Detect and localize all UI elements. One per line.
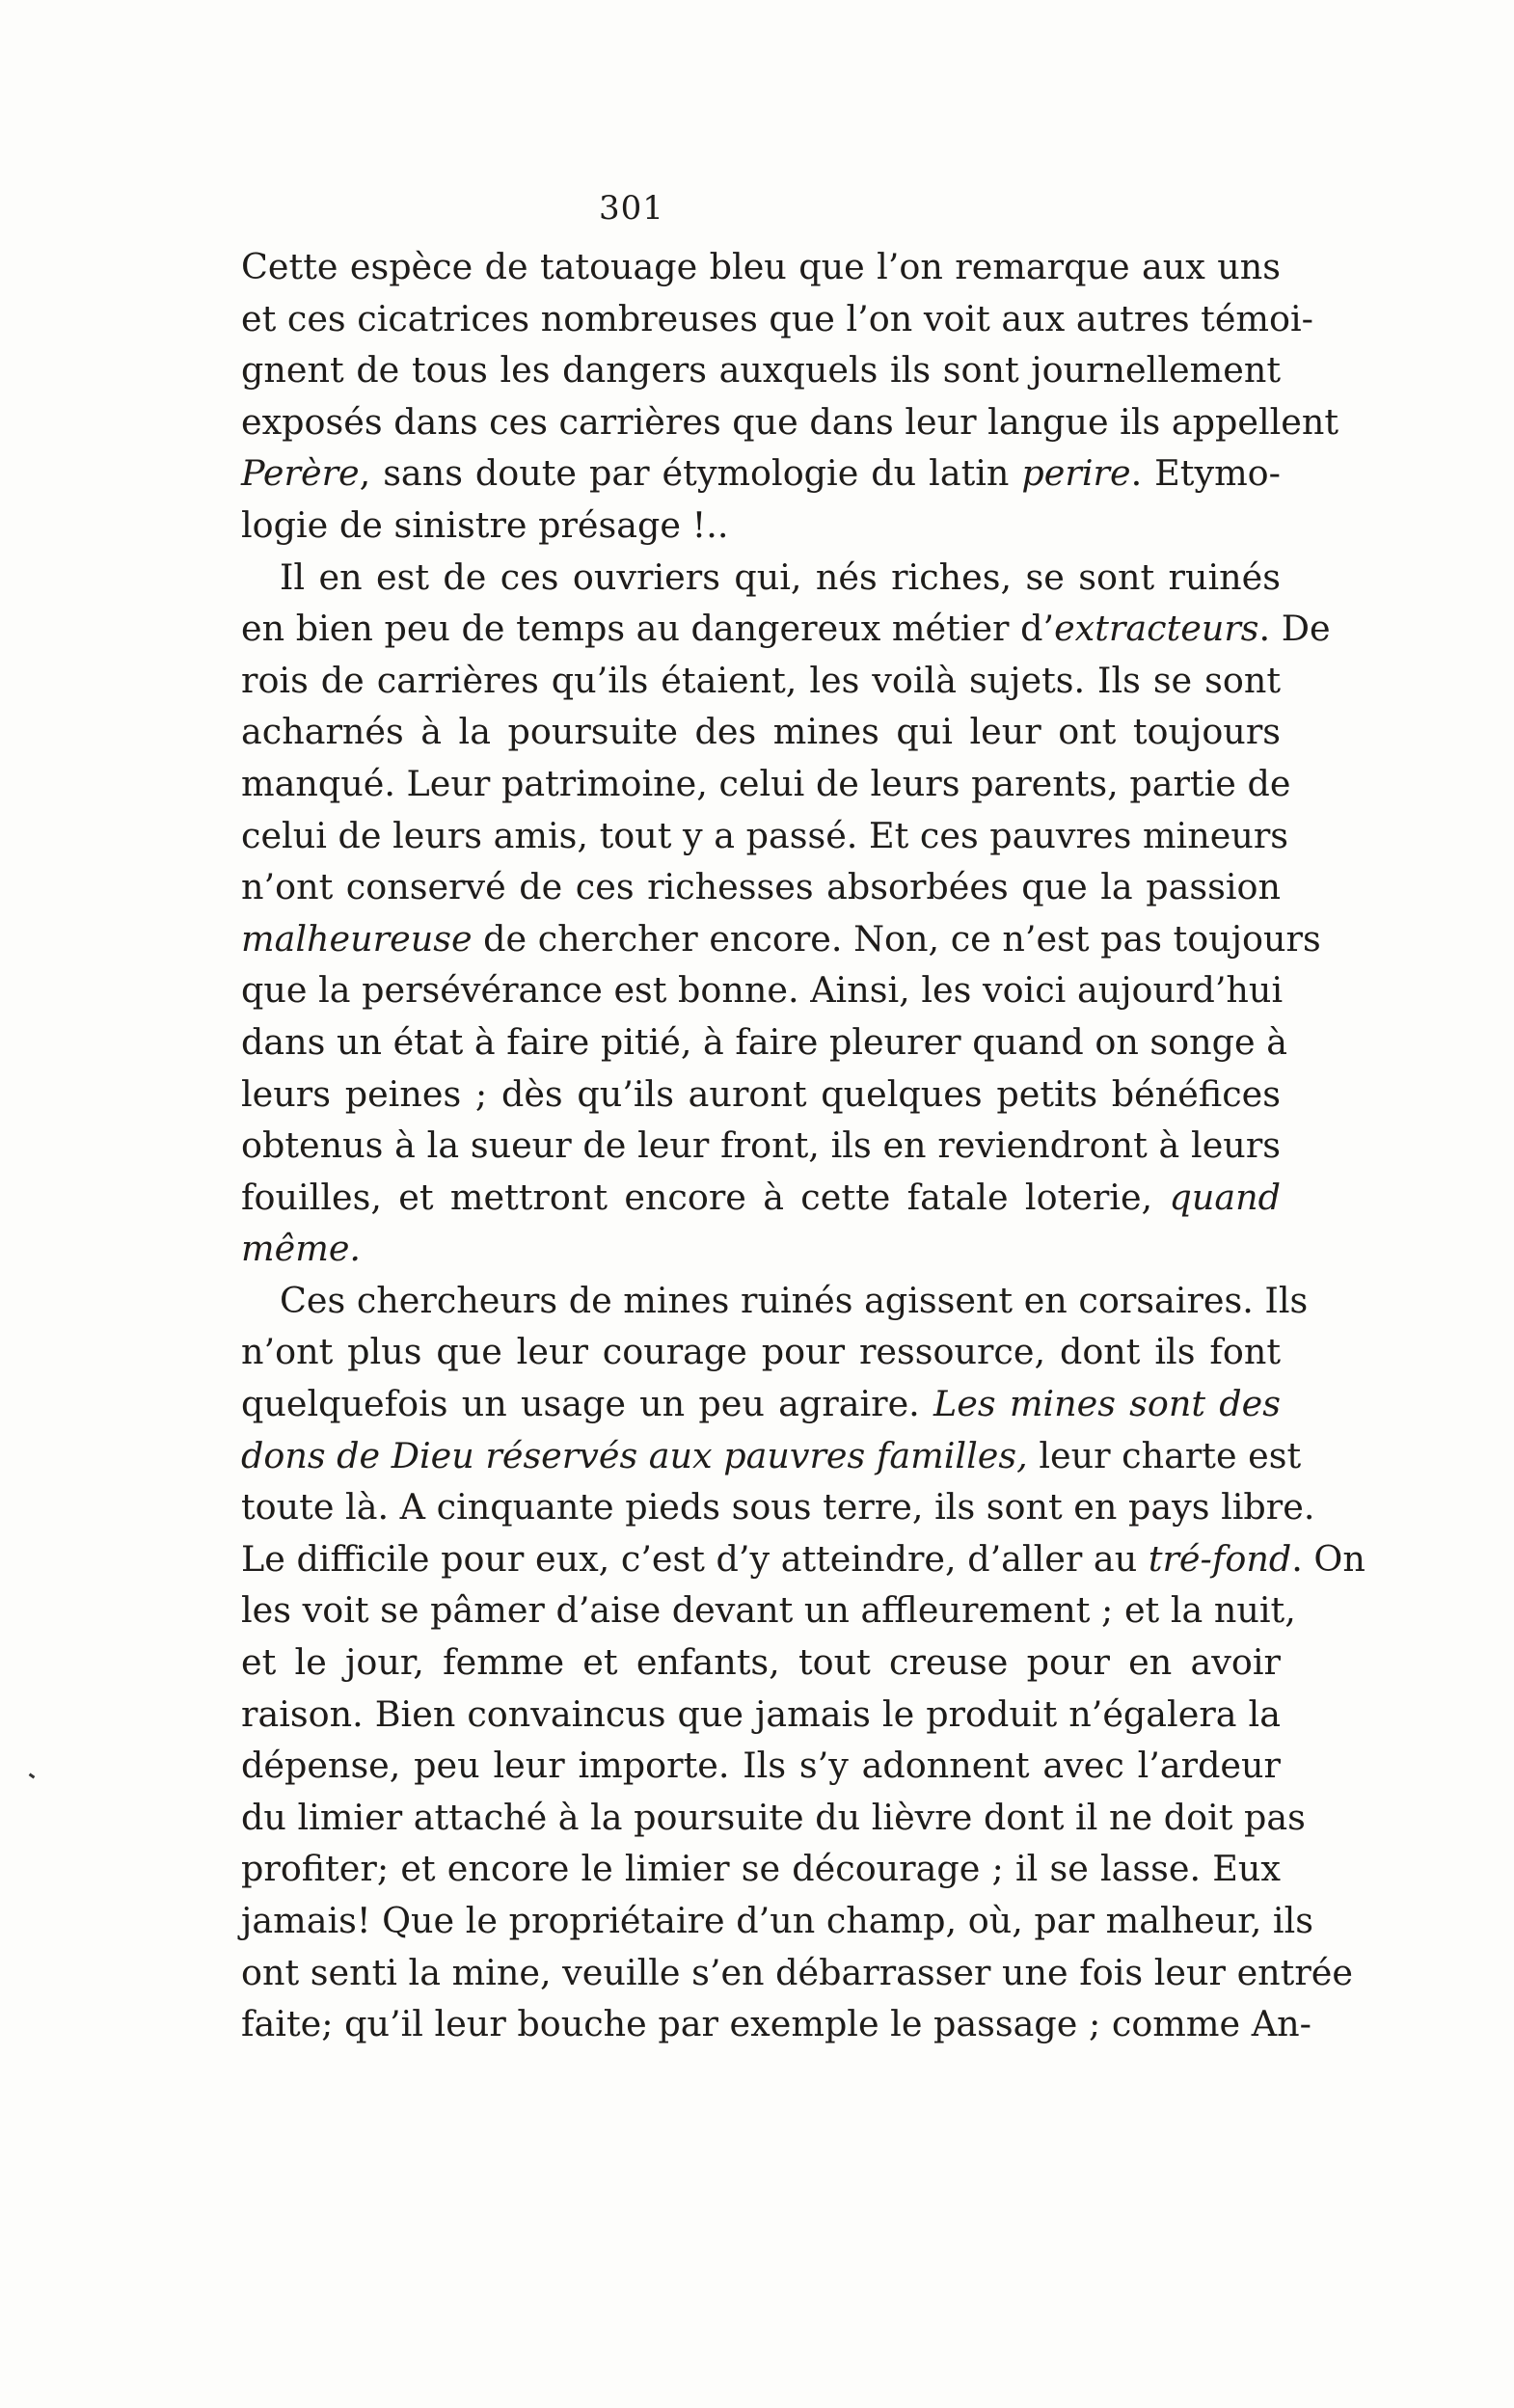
page-number: 301 (599, 189, 664, 228)
text-line (241, 1689, 1281, 1741)
text-run: exposés dans ces carrières que dans leur langue ils appellent (241, 400, 1339, 443)
text-line (241, 1947, 1353, 1999)
text-line (241, 1326, 1281, 1378)
ink-speck (29, 1773, 36, 1779)
text-run: toute là. A cinquante pieds sous terre, ils sont en pays libre. (241, 1486, 1315, 1529)
paragraph (241, 552, 1331, 1275)
text-run: dépense, peu leur importe. Ils s’y adonnent avec l’ardeur (241, 1745, 1281, 1787)
text-line (241, 964, 1284, 1016)
text-run: et ces cicatrices nombreuses que l’on voit aux autres témoi- (241, 297, 1314, 339)
text-line (241, 447, 1281, 500)
text-line (241, 861, 1281, 913)
text-line (241, 1533, 1365, 1585)
text-run: rois de carrières qu’ils étaient, les voilà sujets. Ils se sont (241, 659, 1281, 701)
text-run: en bien peu de temps au dangereux métier d’ (241, 608, 1055, 650)
text-line (241, 500, 1281, 552)
text-line (241, 396, 1339, 448)
text-line (241, 1895, 1313, 1947)
text-line (241, 1223, 1281, 1275)
italic-text: Les mines sont des (933, 1383, 1281, 1425)
text-run: n’ont plus que leur courage pour ressource, dont ils font (241, 1331, 1281, 1373)
text-line (241, 1430, 1302, 1482)
text-run: et le jour, femme et enfants, tout creuse pour en avoir (241, 1641, 1281, 1684)
text-run: de chercher encore. Non, ce n’est pas toujours (472, 917, 1321, 960)
text-line (241, 706, 1281, 758)
text-line (241, 1069, 1281, 1121)
text-line (241, 1378, 1281, 1430)
italic-text: extracteurs (1054, 608, 1259, 650)
text-line (241, 1481, 1315, 1533)
text-run: jamais! Que le propriétaire d’un champ, où, par malheur, ils (241, 1900, 1313, 1941)
text-run: manqué. Leur patrimoine, celui de leurs parents, partie de (241, 762, 1291, 804)
text-line (241, 913, 1321, 965)
paragraph (241, 241, 1339, 552)
italic-text: dons de Dieu réservés aux pauvres familles, (241, 1434, 1028, 1476)
italic-text: Perère (241, 452, 360, 495)
italic-text: malheureuse (241, 917, 473, 960)
text-run: . De (1258, 608, 1331, 650)
text-run: , sans doute par étymologie du latin (359, 452, 1022, 495)
text-line (241, 552, 1281, 604)
text-run: gnent de tous les dangers auxquels ils sont journellement (241, 349, 1281, 392)
text-line (241, 1637, 1281, 1689)
text-line (241, 1172, 1281, 1224)
text-line (241, 1275, 1309, 1327)
text-run: leur charte est (1027, 1434, 1302, 1476)
italic-text: même. (241, 1228, 362, 1270)
text-line (241, 1016, 1287, 1069)
text-run: logie de sinistre présage !.. (241, 503, 729, 546)
italic-text: quand (1169, 1176, 1281, 1218)
italic-text: perire (1021, 452, 1131, 495)
text-line (241, 344, 1281, 396)
text-run: fouilles, et mettront encore à cette fatale loterie, (241, 1176, 1170, 1218)
text-run: profiter; et encore le limier se décourage ; il se lasse. Eux (241, 1848, 1281, 1890)
text-line (241, 655, 1281, 707)
text-run: leurs peines ; dès qu’ils auront quelques petits bénéfices (241, 1072, 1281, 1115)
body-text (241, 241, 1365, 2050)
text-line (241, 241, 1281, 293)
text-run: Le difficile pour eux, c’est d’y atteindre, d’aller au (241, 1537, 1149, 1580)
text-line (241, 758, 1291, 810)
text-run: obtenus à la sueur de leur front, ils en reviendront à leurs (241, 1124, 1281, 1167)
italic-text: tré-fond (1148, 1537, 1292, 1580)
text-run: celui de leurs amis, tout y a passé. Et ces pauvres mineurs (241, 814, 1289, 856)
text-run: n’ont conservé de ces richesses absorbées que la passion (241, 866, 1281, 908)
text-run: Cette espèce de tatouage bleu que l’on remarque aux uns (241, 246, 1281, 287)
text-run: raison. Bien convaincus que jamais le produit n’égalera la (241, 1692, 1281, 1735)
text-run: Ces chercheurs de mines ruinés agissent en corsaires. Ils (280, 1279, 1309, 1321)
text-line (241, 810, 1289, 862)
text-line (241, 1792, 1306, 1844)
text-run: les voit se pâmer d’aise devant un affleurement ; et la nuit, (241, 1589, 1296, 1632)
text-line (241, 1998, 1311, 2050)
text-run: dans un état à faire pitié, à faire pleurer quand on songe à (241, 1020, 1287, 1063)
text-run: acharnés à la poursuite des mines qui leur ont toujours (241, 711, 1281, 753)
text-run: que la persévérance est bonne. Ainsi, les voici aujourd’hui (241, 969, 1284, 1012)
text-line (241, 293, 1314, 345)
text-line (241, 1584, 1296, 1637)
text-line (241, 1843, 1281, 1895)
text-run: . Etymo- (1130, 452, 1281, 495)
text-run: du limier attaché à la poursuite du lièvre dont il ne doit pas (241, 1796, 1306, 1838)
text-run: ont senti la mine, veuille s’en débarrasser une fois leur entrée (241, 1951, 1353, 1993)
text-run: quelquefois un usage un peu agraire. (241, 1383, 934, 1425)
paragraph (241, 1275, 1365, 2050)
text-run: faite; qu’il leur bouche par exemple le passage ; comme An- (241, 2003, 1311, 2045)
text-line (241, 1120, 1281, 1172)
text-line (241, 1740, 1281, 1792)
text-run: . On (1291, 1537, 1365, 1580)
text-line (241, 603, 1331, 655)
text-run: Il en est de ces ouvriers qui, nés riches, se sont ruinés (280, 555, 1281, 598)
